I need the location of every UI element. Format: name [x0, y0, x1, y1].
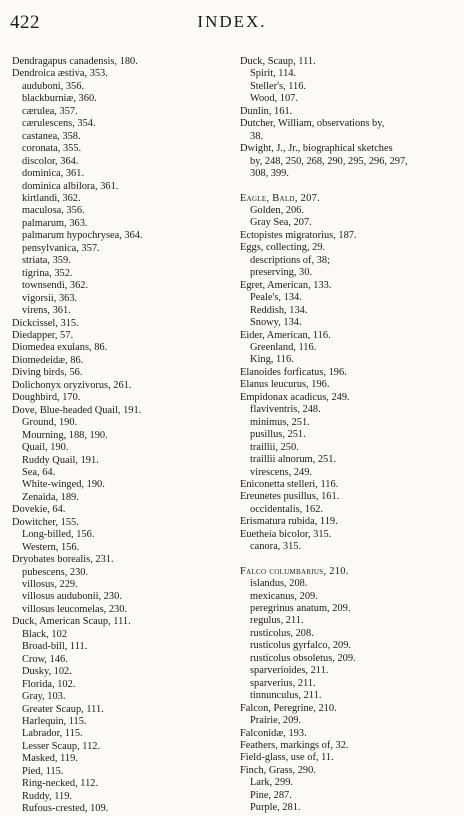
index-subentry: villosus leucomelas, 230. — [22, 603, 128, 615]
index-entry: Erismatura rubida, 119. — [240, 516, 338, 528]
index-subentry: blackburniæ, 360. — [22, 93, 97, 105]
index-entry: Field-glass, use of, 11. — [240, 752, 334, 764]
index-entry: Egret, American, 133. — [240, 279, 332, 291]
index-entry: Falconidæ, 193. — [240, 727, 307, 739]
index-subentry: traillii, 250. — [250, 441, 299, 453]
index-subentry: Mourning, 188, 190. — [22, 429, 108, 441]
index-subentry: vigorsii, 363. — [22, 292, 78, 304]
index-entry: Dowitcher, 155. — [12, 516, 79, 528]
index-subentry: maculosa, 356. — [22, 205, 85, 217]
index-entry: Diving birds, 56. — [12, 367, 83, 379]
index-subentry: Broad-bill, 111. — [22, 641, 88, 653]
index-subentry: preserving, 30. — [250, 267, 313, 279]
index-subentry: Prairie, 209. — [250, 715, 302, 727]
index-entry: Eniconetta stelleri, 116. — [240, 478, 339, 490]
index-subentry: Ruddy, 119. — [22, 790, 73, 802]
index-subentry: islandus, 208. — [250, 578, 308, 590]
index-entry: Dryobates borealis, 231. — [12, 554, 114, 566]
index-entry: Eggs, collecting, 29. — [240, 242, 326, 254]
index-subentry: occidentalis, 162. — [250, 503, 324, 515]
index-spacer — [240, 554, 456, 566]
index-subentry: Snowy, 134. — [250, 317, 302, 329]
index-subentry: Zenaida, 189. — [22, 491, 79, 503]
index-entry: Dunlin, 161. — [240, 105, 293, 117]
index-subentry: tigrina, 352. — [22, 267, 73, 279]
index-entry: Diomedea exulans, 86. — [12, 342, 108, 354]
index-entry: Diedapper, 57. — [12, 329, 74, 341]
index-entry: Dwight, J., Jr., biographical sketches — [240, 143, 393, 155]
index-subentry: Rufous-crested, 109. — [22, 803, 109, 815]
index-entry: Diomedeidæ, 86. — [12, 354, 84, 366]
index-subentry: Florida, 102. — [22, 678, 76, 690]
index-subentry: striata, 359. — [22, 255, 71, 267]
index-subentry: Greenland, 116. — [250, 341, 317, 353]
index-subentry: Purple, 281. — [250, 802, 301, 814]
index-subentry: Lark, 299. — [250, 777, 293, 789]
page-title: INDEX. — [197, 12, 267, 31]
index-spacer — [240, 181, 456, 193]
index-entry: Duck, Scaup, 111. — [240, 56, 316, 67]
index-subentry: villosus audubonii, 230. — [22, 591, 122, 603]
index-entry: Dickcissel, 315. — [12, 317, 79, 329]
index-subentry: Gray Sea, 207. — [250, 217, 312, 229]
index-subentry: Peale's, 134. — [250, 292, 302, 304]
index-subentry: rusticolus, 208. — [250, 627, 314, 639]
index-subentry: Sea, 64. — [22, 466, 56, 478]
index-entry: Eider, American, 116. — [240, 329, 331, 341]
index-subentry: virescens, 249. — [250, 466, 313, 478]
index-subentry: kirtlandi, 362. — [22, 192, 81, 204]
index-subentry: Harlequin, 115. — [22, 716, 87, 728]
index-subentry: by, 248, 250, 268, 290, 295, 296, 297, — [250, 155, 408, 167]
index-subentry: dominica albilora, 361. — [22, 180, 119, 192]
index-subentry: sparverioides, 211. — [250, 665, 329, 677]
index-entry: Duck, American Scaup, 111. — [12, 616, 131, 628]
index-subentry: Gray, 103. — [22, 691, 66, 703]
index-column-right — [240, 56, 456, 815]
index-subentry: Spirit, 114. — [250, 68, 297, 80]
index-entry: Feathers, markings of, 32. — [240, 740, 349, 752]
index-subentry: cærulea, 357. — [22, 105, 78, 117]
index-subentry: Greater Scaup, 111. — [22, 703, 104, 715]
index-subentry: virens, 361. — [22, 305, 71, 317]
index-subentry: Black, 102 — [22, 628, 68, 640]
index-entry: Elanus leucurus, 196. — [240, 379, 330, 391]
index-entry: Falcon, Peregrine, 210. — [240, 702, 337, 714]
index-subentry: flaviventris, 248. — [250, 404, 321, 416]
index-subentry: White-winged, 190. — [22, 479, 105, 491]
index-column-left — [12, 56, 227, 816]
index-subentry: Reddish, 134. — [250, 304, 308, 316]
index-subentry: Crow, 146. — [22, 653, 68, 665]
index-subentry: Lesser Scaup, 112. — [22, 740, 101, 752]
index-subentry: discolor, 364. — [22, 155, 79, 167]
index-subentry: auduboni, 356. — [22, 80, 85, 92]
index-subentry: castanea, 358. — [22, 130, 81, 142]
index-subentry: palmarum, 363. — [22, 217, 88, 229]
index-subentry: Pied, 115. — [22, 765, 64, 777]
index-subentry: King, 116. — [250, 354, 294, 366]
index-subentry: palmarum hypochrysea, 364. — [22, 230, 143, 242]
index-subentry: Quail, 190. — [22, 442, 69, 454]
index-subentry: 38. — [250, 130, 263, 142]
index-subentry: pubescens, 230. — [22, 566, 89, 578]
index-subentry: minimus, 251. — [250, 416, 310, 428]
index-subentry: rusticolus obsoletus, 209. — [250, 652, 356, 664]
index-entry: Dendroica æstiva, 353. — [12, 68, 108, 80]
index-entry: Dovekie, 64. — [12, 504, 66, 516]
index-entry: Ereunetes pusillus, 161. — [240, 491, 340, 503]
index-entry: Dutcher, William, observations by, — [240, 118, 385, 130]
index-subentry: peregrinus anatum, 209. — [250, 603, 351, 615]
index-subentry: Ruddy Quail, 191. — [22, 454, 99, 466]
index-entry: Ectopistes migratorius, 187. — [240, 229, 357, 241]
index-subentry: Wood, 107. — [250, 93, 298, 105]
index-subentry: canora, 315. — [250, 541, 302, 553]
index-entry: Dove, Blue-headed Quail, 191. — [12, 404, 142, 416]
index-subentry: Western, 156. — [22, 541, 80, 553]
index-subentry: Steller's, 116. — [250, 80, 307, 92]
index-subentry: sparverius, 211. — [250, 677, 316, 689]
index-entry: Euetheia bicolor, 315. — [240, 528, 332, 540]
index-subentry: dominica, 361. — [22, 168, 85, 180]
index-subentry: Labrador, 115. — [22, 728, 83, 740]
page-number: 422 — [10, 12, 40, 33]
index-subentry: tinnunculus, 211. — [250, 690, 322, 702]
index-entry: Finch, Grass, 290. — [240, 764, 316, 776]
index-subentry: Long-billed, 156. — [22, 529, 95, 541]
index-subentry: 308, 399. — [250, 168, 289, 180]
index-subentry: Ground, 190. — [22, 417, 78, 429]
index-subentry: regulus, 211. — [250, 615, 304, 627]
index-subentry: pusillus, 251. — [250, 429, 306, 441]
index-subentry: Pine, 287. — [250, 789, 292, 801]
index-entry: Empidonax acadicus, 249. — [240, 391, 350, 403]
index-subentry: mexicanus, 209. — [250, 590, 318, 602]
index-subentry: Golden, 206. — [250, 204, 304, 216]
index-entry: Dolichonyx oryzivorus, 261. — [12, 379, 132, 391]
index-subentry: traillii alnorum, 251. — [250, 454, 336, 466]
index-subentry: villosus, 229. — [22, 579, 78, 591]
index-subentry: Dusky, 102. — [22, 666, 72, 678]
index-entry: Doughbird, 170. — [12, 392, 81, 404]
index-entry: Elanoides forficatus, 196. — [240, 366, 347, 378]
index-entry: Eagle, Bald, 207. — [240, 192, 320, 204]
index-entry: Dendragapus canadensis, 180. — [12, 56, 138, 67]
index-subentry: Masked, 119. — [22, 753, 78, 765]
index-subentry: townsendi, 362. — [22, 280, 89, 292]
index-subentry: descriptions of, 38; — [250, 254, 330, 266]
index-subentry: Ring-necked, 112. — [22, 778, 99, 790]
index-entry: Falco columbarius, 210. — [240, 565, 349, 577]
index-subentry: coronata, 355. — [22, 143, 82, 155]
index-subentry: pensylvanica, 357. — [22, 242, 100, 254]
index-subentry: cærulescens, 354. — [22, 118, 96, 130]
index-subentry: rusticolus gyrfalco, 209. — [250, 640, 351, 652]
